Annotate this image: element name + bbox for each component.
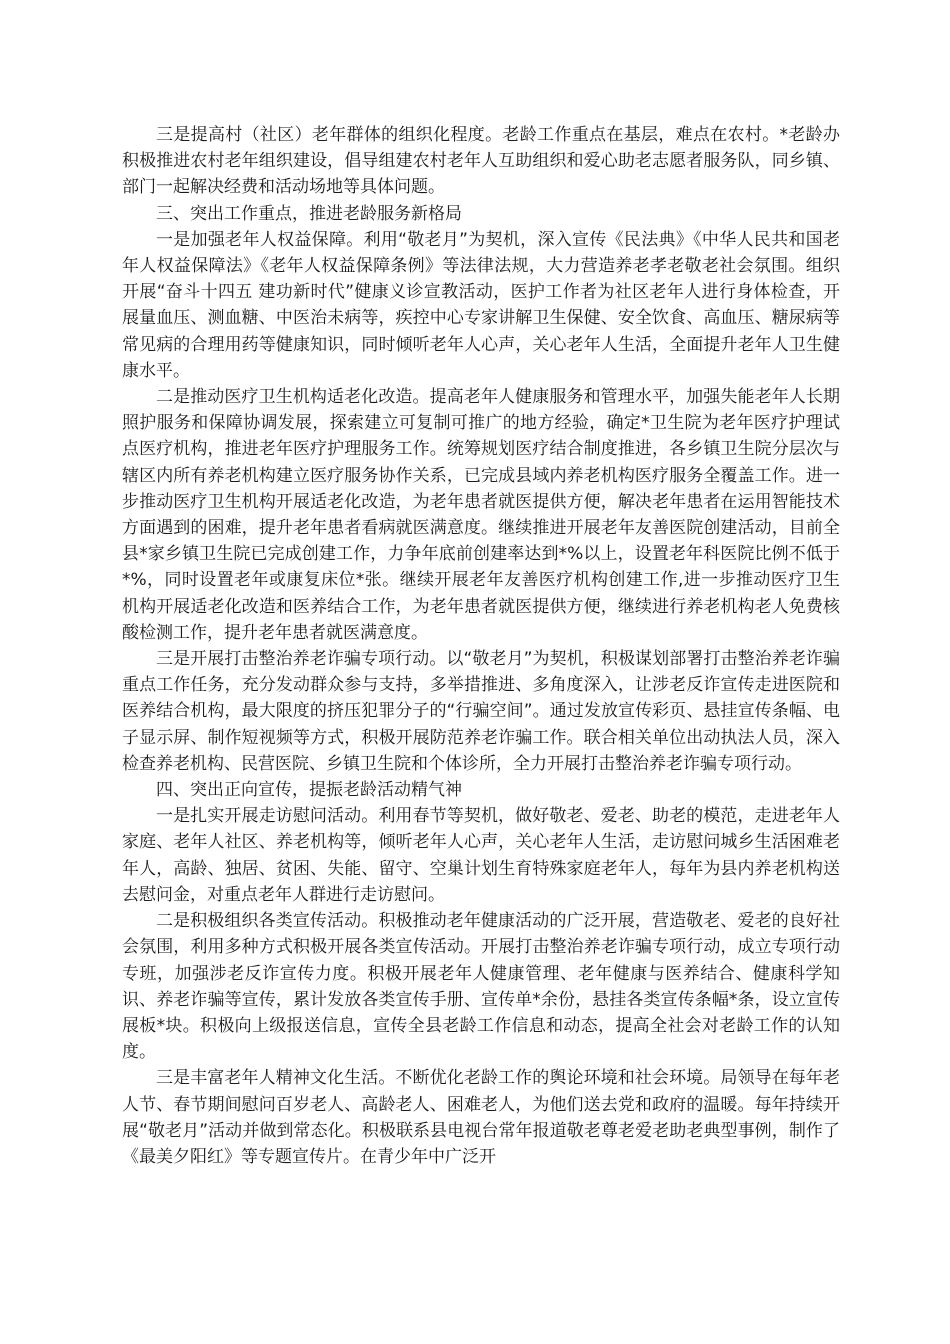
paragraph-publicity: 二是积极组织各类宣传活动。积极推动老年健康活动的广泛开展，营造敬老、爱老的良好社会氛围，利用多种方式积极开展各类宣传活动。开展打击整治养老诈骗专项行动，成立专项行动专班，加强涉老反诈宣传力度。积极开展老年人健康管理、老年健康与医养结合、健康科学知识、养老诈骗等宣传，累计发放各类宣传手册、宣传单*余份，悬挂各类宣传条幅*条，设立宣传展板*块。积极向上级报送信息，宣传全县老龄工作信息和动态，提高全社会对老龄工作的认知度。 [122,911,840,1063]
document-page [122,122,840,1170]
paragraph-visits: 一是扎实开展走访慰问活动。利用春节等契机，做好敬老、爱老、助老的模范，走进老年人家庭、老年人社区、养老机构等，倾听老年人心声，关心老年人生活，走访慰问城乡生活困难老年人，高龄、独居、贫困、失能、留守、空巢计划生育特殊家庭老年人，每年为县内养老机构送去慰问金，对重点老年人群进行走访慰问。 [122,806,840,905]
section-heading-3: 三、突出工作重点，推进老龄服务新格局 [156,203,462,224]
paragraph-village-organization: 三是提高村（社区）老年群体的组织化程度。老龄工作重点在基层，难点在农村。*老龄办积极推进农村老年组织建设，倡导组建农村老年人互助组织和爱心助老志愿者服务队，同乡镇、部门一起解决经费和活动场地等具体问题。 [122,125,840,198]
paragraph-anti-fraud: 三是开展打击整治养老诈骗专项行动。以“敬老月”为契机，积极谋划部署打击整治养老诈骗重点工作任务，充分发动群众参与支持，多举措推进、多角度深入，让涉老反诈宣传走进医院和医养结合机构，最大限度的挤压犯罪分子的“行骗空间”。通过发放宣传彩页、悬挂宣传条幅、电子显示屏、制作短视频等方式，积极开展防范养老诈骗工作。联合相关单位出动执法人员，深入检查养老机构、民营医院、乡镇卫生院和个体诊所，全力开展打击整治养老诈骗专项行动。 [122,649,840,774]
paragraph-rights-protection: 一是加强老年人权益保障。利用“敬老月”为契机，深入宣传《民法典》《中华人民共和国老年人权益保障法》《老年人权益保障条例》等法律法规，大力营造养老孝老敬老社会氛围。组织开展“奋斗十四五 建功新时代”健康义诊宣教活动，医护工作者为社区老年人进行身体检查，开展量血压、测血糖、中医治未病等，疾控中心专家讲解卫生保健、安全饮食、高血压、糖尿病等常见病的合理用药等健康知识，同时倾听老年人心声，关心老年人生活，全面提升老年人卫生健康水平。 [122,229,840,381]
paragraph-medical-age-friendly: 二是推动医疗卫生机构适老化改造。提高老年人健康服务和管理水平，加强失能老年人长期照护服务和保障协调发展，探索建立可复制可推广的地方经验，确定*卫生院为老年医疗护理试点医疗机构，推进老年医疗护理服务工作。统筹规划医疗结合制度推进，各乡镇卫生院分层次与辖区内所有养老机构建立医疗服务协作关系，已完成县域内养老机构医疗服务全覆盖工作。进一步推动医疗卫生机构开展适老化改造，为老年患者就医提供方便，解决老年患者在运用智能技术方面遇到的困难，提升老年患者看病就医满意度。继续推进开展老年友善医院创建活动，目前全县*家乡镇卫生院已完成创建工作，力争年底前创建率达到*%以上，设置老年科医院比例不低于*%，同时设置老年或康复床位*张。继续开展老年友善医疗机构创建工作,进一步推动医疗卫生机构开展适老化改造和医养结合工作，为老年患者就医提供方便，继续进行养老机构老人免费核酸检测工作，提升老年患者就医满意度。 [122,387,840,643]
section-heading-4: 四、突出正向宣传，提振老龄活动精气神 [156,780,462,801]
paragraph-cultural-life: 三是丰富老年人精神文化生活。不断优化老龄工作的舆论环境和社会环境。局领导在每年老人节、春节期间慰问百岁老人、高龄老人、困难老人，为他们送去党和政府的温暖。每年持续开展“敬老月”活动并做到常态化。积极联系县电视台常年报道敬老尊老爱老助老典型事例，制作了《最美夕阳红》等专题宣传片。在青少年中广泛开 [122,1068,840,1167]
